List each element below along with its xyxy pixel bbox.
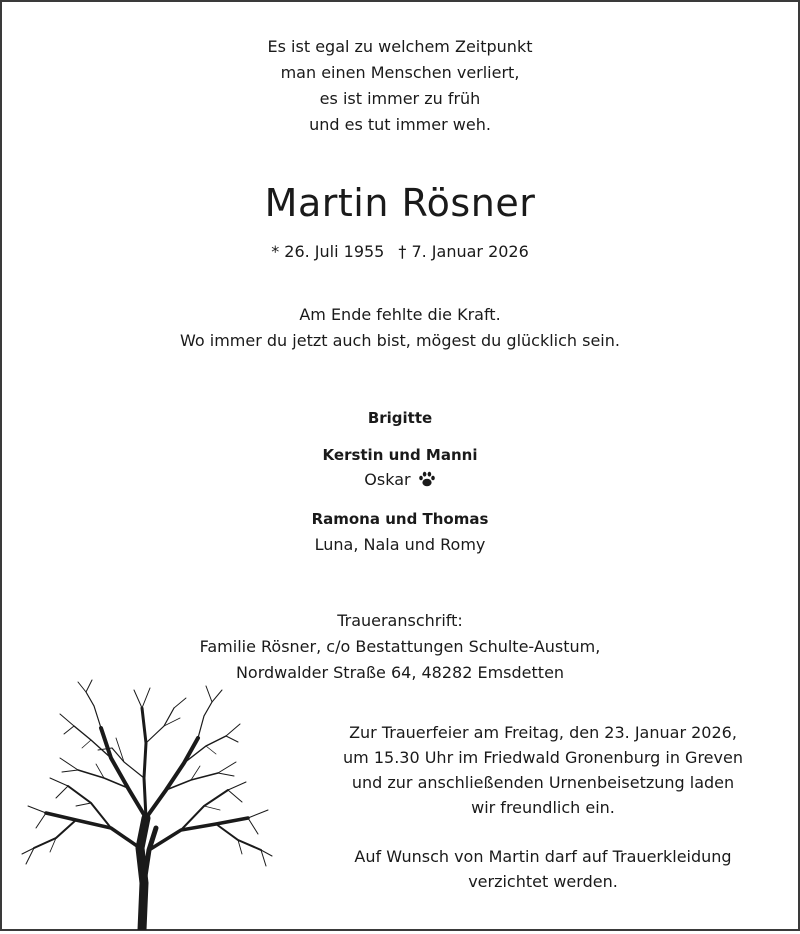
dress-note-line: Auf Wunsch von Martin darf auf Trauerkleidung xyxy=(354,847,732,866)
dress-note-line: verzichtet werden. xyxy=(468,872,618,891)
mourner-brigitte: Brigitte xyxy=(367,409,433,427)
funeral-invitation xyxy=(308,720,778,894)
bare-tree-icon xyxy=(16,678,276,934)
address-line: Nordwalder Straße 64, 48282 Emsdetten xyxy=(235,663,565,682)
deceased-name: Martin Rösner xyxy=(264,181,536,225)
paw-print-icon xyxy=(418,470,436,496)
birth-date: * 26. Juli 1955 xyxy=(271,242,385,261)
address-line: Familie Rösner, c/o Bestattungen Schulte-Austum, xyxy=(199,637,601,656)
poem-line: es ist immer zu früh xyxy=(319,89,481,108)
invitation-line: wir freundlich ein. xyxy=(471,798,615,817)
invitation-line: um 15.30 Uhr im Friedwald Gronenburg in Greven xyxy=(343,748,743,767)
address-label: Traueranschrift: xyxy=(337,611,463,630)
oskar-label: Oskar xyxy=(364,470,411,489)
farewell-quote xyxy=(2,302,798,354)
mourner-kerstin-manni: Kerstin und Manni xyxy=(322,446,478,464)
death-date: † 7. Januar 2026 xyxy=(398,242,529,261)
invitation-line: Zur Trauerfeier am Freitag, den 23. Januar 2026, xyxy=(349,723,737,742)
mourner-oskar xyxy=(2,467,798,496)
poem-line: man einen Menschen verliert, xyxy=(280,63,520,82)
quote-line: Am Ende fehlte die Kraft. xyxy=(299,305,501,324)
opening-poem xyxy=(2,34,798,138)
mourner-ramona-thomas: Ramona und Thomas xyxy=(311,510,489,528)
mourning-address xyxy=(2,608,798,686)
mourner-grandchildren: Luna, Nala und Romy xyxy=(314,535,486,554)
quote-line: Wo immer du jetzt auch bist, mögest du glücklich sein. xyxy=(180,331,620,350)
poem-line: und es tut immer weh. xyxy=(309,115,491,134)
invitation-line: und zur anschließenden Urnenbeisetzung laden xyxy=(351,773,735,792)
life-dates xyxy=(2,240,798,264)
poem-line: Es ist egal zu welchem Zeitpunkt xyxy=(267,37,533,56)
